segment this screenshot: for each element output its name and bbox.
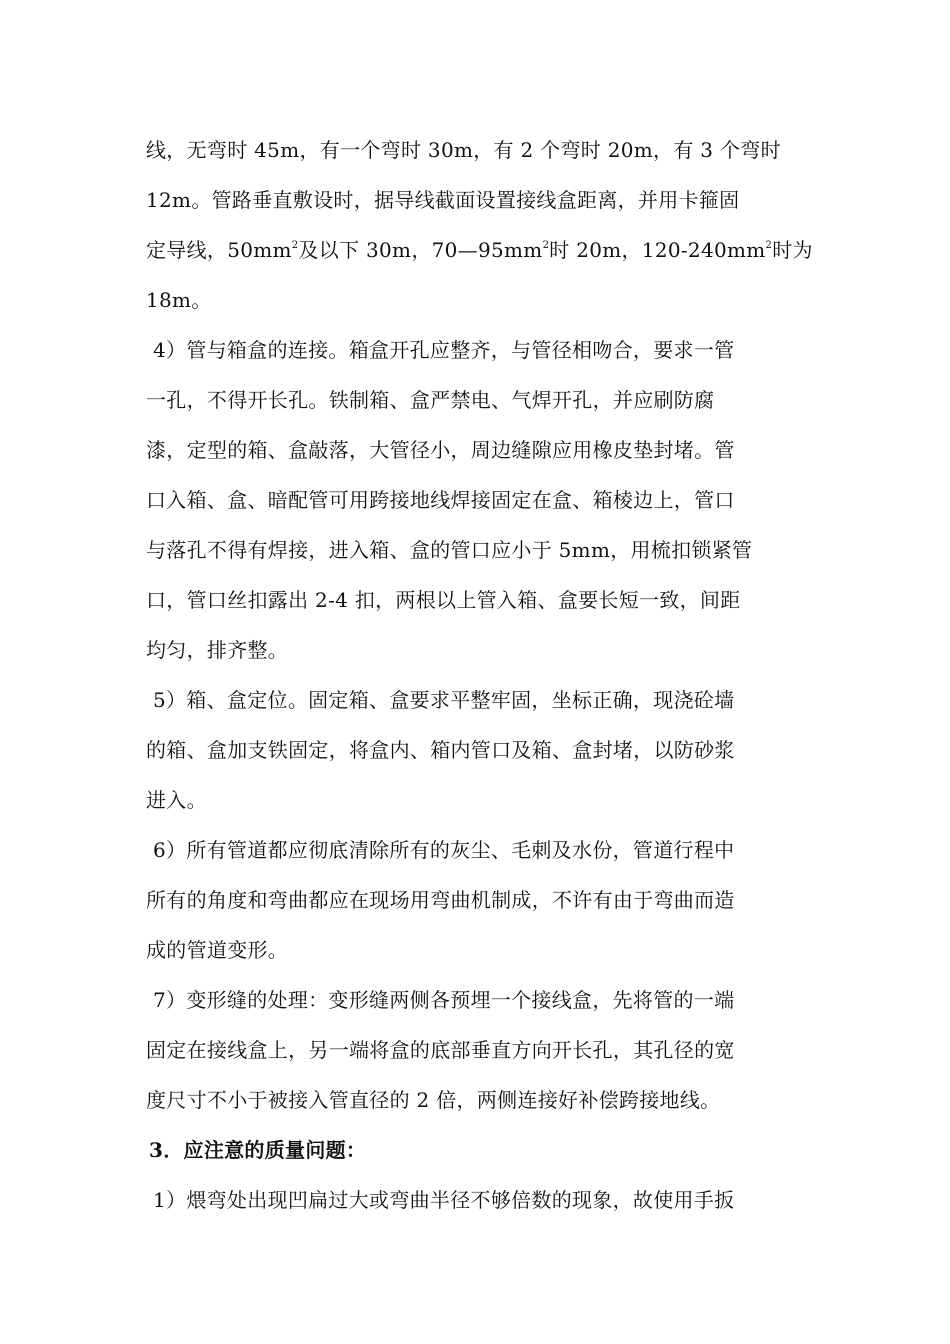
text-line: 定导线，$50mm^2$及以下 30m，$70—95mm^2$时 20m，$120-240mm^2$时为 bbox=[146, 238, 813, 262]
paragraph-start: 1）煨弯处出现凹扁过大或弯曲半径不够倍数的现象，故使用手扳 bbox=[153, 1188, 735, 1212]
superscript: 2 bbox=[291, 240, 299, 251]
text-line: 口，管口丝扣露出 2-4 扣，两根以上管入箱、盒要长短一致，间距 bbox=[146, 588, 741, 612]
superscript: 2 bbox=[542, 240, 550, 251]
text-line: 的箱、盒加支铁固定，将盒内、箱内管口及箱、盒封堵，以防砂浆 bbox=[146, 738, 735, 762]
paragraph-start: 5）箱、盒定位。固定箱、盒要求平整牢固，坐标正确，现浇砼墙 bbox=[153, 688, 735, 712]
text-line: 12m。管路垂直敷设时，据导线截面设置接线盒距离，并用卡箍固 bbox=[146, 188, 740, 212]
paragraph-start: 6）所有管道都应彻底清除所有的灰尘、毛刺及水份，管道行程中 bbox=[153, 838, 735, 862]
text-line: 线，无弯时 45m，有一个弯时 30m，有 2 个弯时 20m，有 3 个弯时 bbox=[146, 138, 781, 162]
section-heading: 3．应注意的质量问题： bbox=[149, 1138, 367, 1162]
text-line: 一孔，不得开长孔。铁制箱、盒严禁电、气焊开孔，并应刷防腐 bbox=[146, 388, 715, 412]
text-line: 成的管道变形。 bbox=[146, 938, 289, 962]
text-line: 与落孔不得有焊接，进入箱、盒的管口应小于 5mm，用梳扣锁紧管 bbox=[146, 538, 753, 562]
text-line: 度尺寸不小于被接入管直径的 2 倍，两侧连接好补偿跨接地线。 bbox=[146, 1088, 721, 1112]
paragraph-start: 4）管与箱盒的连接。箱盒开孔应整齐，与管径相吻合，要求一管 bbox=[153, 338, 735, 362]
text-line: 均匀，排齐整。 bbox=[146, 638, 289, 662]
text-line: 漆，定型的箱、盒敲落，大管径小，周边缝隙应用橡皮垫封堵。管 bbox=[146, 438, 735, 462]
text-line: 进入。 bbox=[146, 788, 207, 812]
text-line: 口入箱、盒、暗配管可用跨接地线焊接固定在盒、箱棱边上，管口 bbox=[146, 488, 735, 512]
text-line: 固定在接线盒上，另一端将盒的底部垂直方向开长孔，其孔径的宽 bbox=[146, 1038, 735, 1062]
text-line: 所有的角度和弯曲都应在现场用弯曲机制成，不许有由于弯曲而造 bbox=[146, 888, 735, 912]
superscript: 2 bbox=[765, 240, 773, 251]
text-line: 18m。 bbox=[146, 288, 212, 312]
paragraph-start: 7）变形缝的处理：变形缝两侧各预埋一个接线盒，先将管的一端 bbox=[153, 988, 735, 1012]
